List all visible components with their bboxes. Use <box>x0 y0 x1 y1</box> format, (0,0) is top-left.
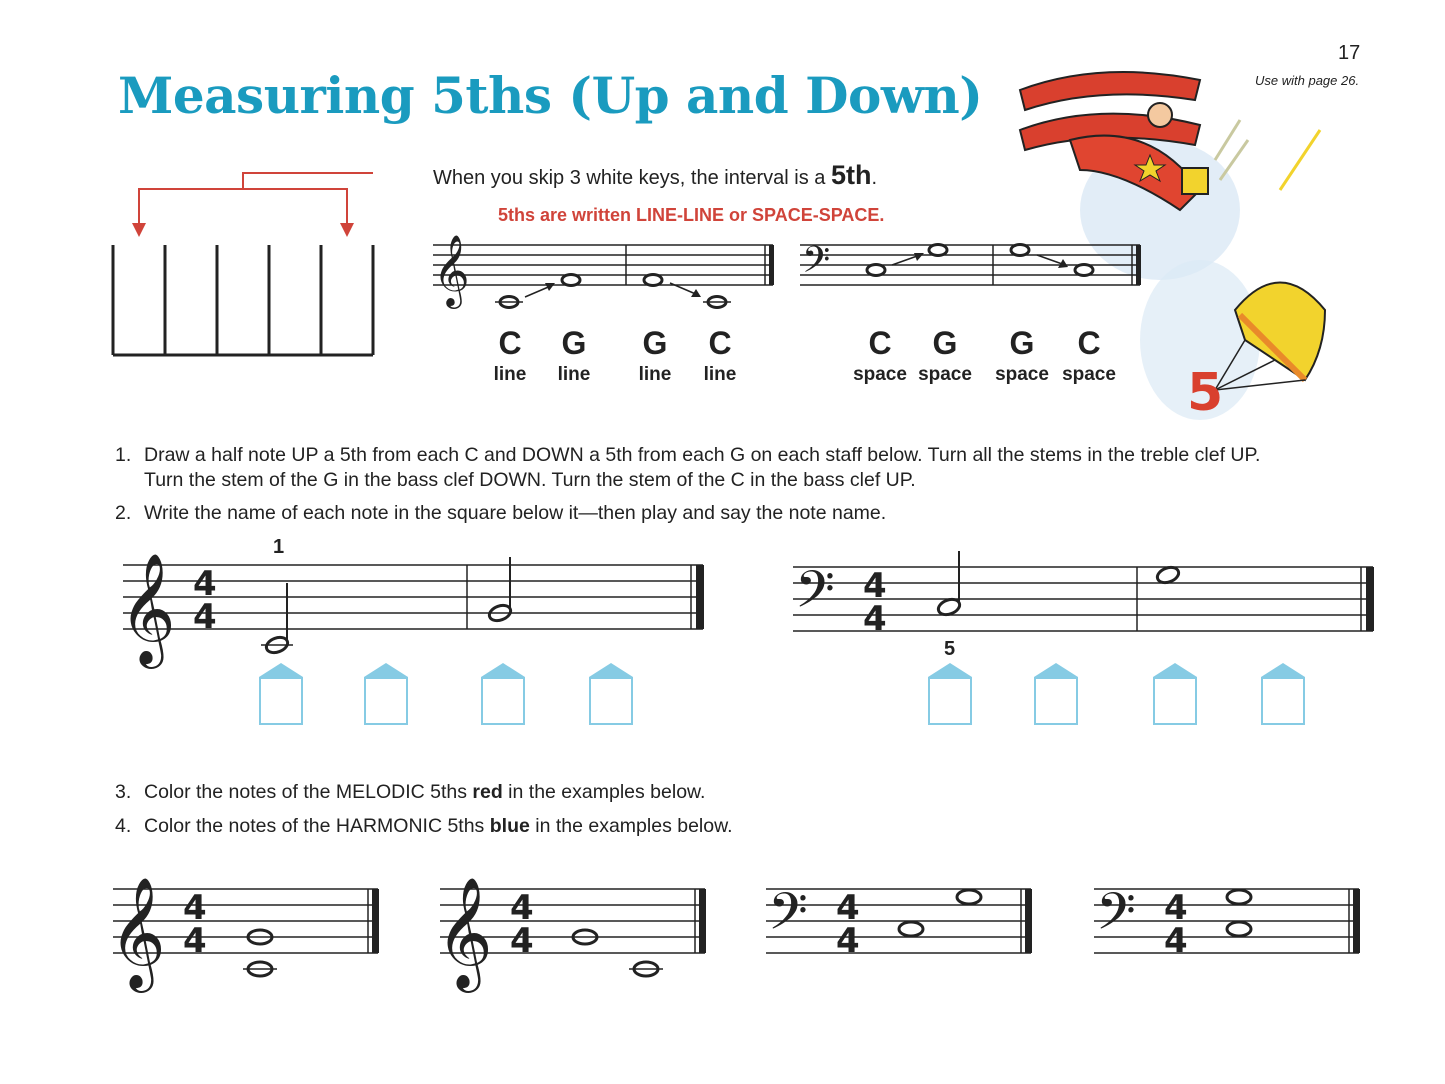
treble-example-position: line <box>703 364 737 385</box>
answer-box[interactable] <box>364 677 408 725</box>
instruction-1-line-2: Turn the stem of the G in the bass clef DOWN. Turn the stem of the C in the bass clef UP. <box>144 469 916 491</box>
treble-example-letter: C <box>708 325 732 361</box>
instruction-2-line: Write the name of each note in the square below it—then play and say the note name. <box>144 502 887 524</box>
line-space-rule: 5ths are written LINE-LINE or SPACE-SPACE. <box>498 205 885 225</box>
svg-text:4: 4 <box>1164 921 1188 961</box>
svg-text:𝄢: 𝄢 <box>768 881 808 954</box>
intro-text-after: . <box>871 167 878 189</box>
treble-finger-number: 1 <box>273 536 285 558</box>
svg-text:5: 5 <box>1187 363 1224 423</box>
intro-text <box>433 160 877 191</box>
bass-example-position: space <box>995 364 1049 385</box>
answer-box[interactable] <box>1153 677 1197 725</box>
treble-example-letter: G <box>561 325 587 361</box>
svg-text:𝄞: 𝄞 <box>109 876 166 988</box>
answer-box[interactable] <box>1034 677 1078 725</box>
svg-text:4: 4 <box>510 921 534 961</box>
instruction-number: 4. <box>115 815 132 837</box>
bass-example-position: space <box>1062 364 1116 385</box>
exercise-bass-staff <box>793 559 1378 645</box>
svg-text:4: 4 <box>183 888 207 928</box>
treble-example-position: line <box>638 364 672 385</box>
melodic-bass-staff[interactable] <box>766 881 1036 961</box>
answer-box[interactable] <box>259 677 303 725</box>
parachute-illustration <box>1185 270 1345 423</box>
answer-box[interactable] <box>481 677 525 725</box>
svg-text:𝄞: 𝄞 <box>119 552 176 664</box>
instruction-3-color: red <box>472 781 503 803</box>
example-treble-staff <box>433 233 778 313</box>
instruction-3-line <box>144 780 1324 805</box>
page-number: 17 <box>1338 42 1361 64</box>
instruction-number: 1. <box>115 444 132 466</box>
example-treble-notes <box>495 275 731 308</box>
svg-text:4: 4 <box>183 921 207 961</box>
instructions-3-4 <box>115 780 1115 840</box>
svg-text:𝄢: 𝄢 <box>802 239 831 290</box>
svg-text:4: 4 <box>193 564 217 604</box>
treble-example-position: line <box>493 364 527 385</box>
instructions-1-2 <box>115 443 1315 523</box>
svg-text:4: 4 <box>193 597 217 637</box>
svg-text:𝄞: 𝄞 <box>433 233 470 306</box>
treble-example-position: line <box>557 364 591 385</box>
instruction-number: 3. <box>115 781 132 803</box>
exercise-treble-staff <box>119 552 708 664</box>
interval-highlight: 5th <box>830 160 872 190</box>
svg-text:4: 4 <box>863 566 887 606</box>
instruction-4-color: blue <box>489 815 530 837</box>
harmonic-bass-staff[interactable] <box>1094 881 1364 961</box>
bass-example-letter: G <box>932 325 958 361</box>
svg-text:4: 4 <box>1164 888 1188 928</box>
use-with-note: Use with page 26. <box>1255 73 1360 88</box>
harmonic-treble-staff[interactable] <box>109 876 383 988</box>
bass-example-letter: G <box>1009 325 1035 361</box>
page-title: Measuring 5ths (Up and Down) <box>118 66 983 125</box>
instruction-4-text: Color the notes of the HARMONIC 5ths <box>144 815 490 837</box>
instruction-4-text-end: in the examples below. <box>529 815 733 837</box>
answer-box[interactable] <box>1261 677 1305 725</box>
svg-text:4: 4 <box>863 599 887 639</box>
bass-example-letter: C <box>1077 325 1101 361</box>
treble-example-letter: G <box>642 325 668 361</box>
svg-text:𝄢: 𝄢 <box>1096 881 1136 954</box>
svg-text:𝄞: 𝄞 <box>436 876 493 988</box>
answer-box[interactable] <box>589 677 633 725</box>
bass-example-letter: C <box>868 325 892 361</box>
bass-example-position: space <box>918 364 972 385</box>
instruction-number: 2. <box>115 502 132 524</box>
example-bass-staff <box>800 239 1145 298</box>
instruction-3-text: Color the notes of the MELODIC 5ths <box>144 781 473 803</box>
instruction-3-text-end: in the examples below. <box>502 781 706 803</box>
melodic-treble-staff[interactable] <box>436 876 710 988</box>
svg-text:4: 4 <box>510 888 534 928</box>
instruction-1-line-1: Draw a half note UP a 5th from each C and DOWN a 5th from each G on each staff below. Turn all the stems in the treble clef UP. <box>144 444 1261 466</box>
treble-example-letter: C <box>498 325 522 361</box>
piano-keys-diagram <box>105 165 380 365</box>
answer-box[interactable] <box>928 677 972 725</box>
svg-text:𝄢: 𝄢 <box>795 559 835 632</box>
intro-text-before: When you skip 3 white keys, the interval is a <box>433 167 826 189</box>
svg-text:4: 4 <box>836 888 860 928</box>
bass-finger-number: 5 <box>944 638 956 660</box>
svg-text:4: 4 <box>836 921 860 961</box>
instruction-4-line <box>144 814 1324 839</box>
bass-example-position: space <box>853 364 907 385</box>
